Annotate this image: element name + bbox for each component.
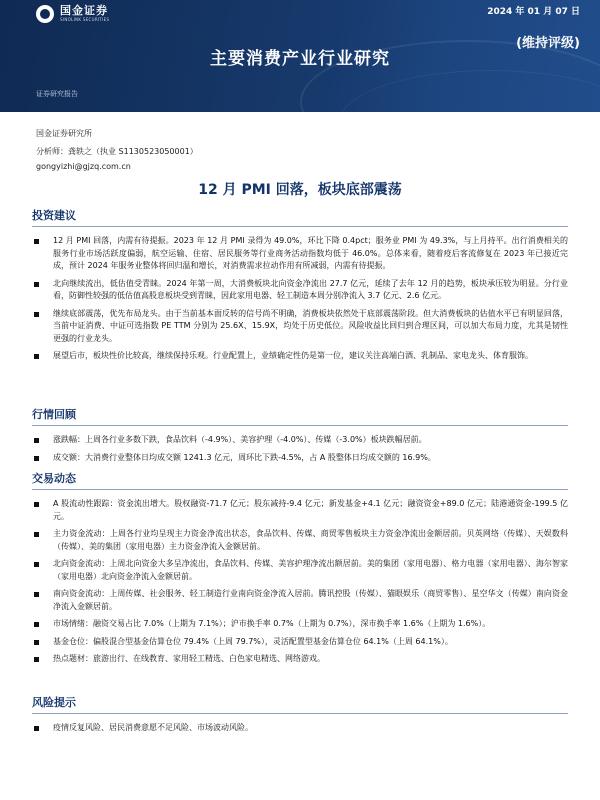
list-item-text: 市场情绪：融资交易占比 7.0%（上期为 7.1%）；沪市换手率 0.7%（上期为 0.7%），深市换手率 1.6%（上期为 1.6%）。 [53, 619, 491, 628]
list-item-text: 展望后市，板块性价比较高，继续保持乐观。行业配置上，业绩确定性仍是第一位，建议关注高端白酒、乳制品、家电龙头、体育服饰。 [53, 351, 533, 360]
list-item [32, 498, 568, 523]
list-item [32, 528, 568, 553]
list-item-text: 疫情反复风险、居民消费意愿不足风险、市场波动风险。 [53, 723, 253, 732]
list-item [32, 235, 568, 273]
bullet-icon [34, 532, 39, 537]
company-logo [36, 5, 109, 23]
section-risk [32, 694, 568, 740]
list-item-text: 基金仓位：偏股混合型基金估算仓位 79.4%（上周 79.7%），灵活配置型基金估算仓位 64.1%（上周 64.1%）。 [53, 636, 453, 646]
list-item-text: A 股流动性跟踪：资金流出增大。股权融资-71.7 亿元；股东减持-9.4 亿元；新发基金+4.1 亿元；融资资金+89.0 亿元；陆港通资金-199.5 亿元。 [53, 499, 568, 521]
list-item-text: 北向资金流动：上周北向资金大多呈净流出，食品饮料、传媒、美容护理净流出额居前。美的集团（家用电器）、格力电器（家用电器）、海尔智家（家用电器）北向资金净流入金额居前。 [53, 559, 568, 581]
list-item [32, 434, 568, 447]
rating-badge: (维持评级) [516, 36, 580, 51]
bullet-icon [34, 726, 39, 731]
bullet-icon [34, 312, 39, 317]
list-item [32, 308, 568, 346]
list-item [32, 618, 568, 631]
list-item-text: 热点题材：旅游出行、在线教育、家用轻工精选、白色家电精选、网络游戏。 [53, 654, 325, 663]
list-item [32, 558, 568, 583]
bullet-icon [34, 239, 39, 244]
list-item-text: 涨跌幅：上周各行业多数下跌，食品饮料（-4.9%）、美容护理（-4.0%）、传媒（-3.0%）板块跌幅居前。 [53, 435, 427, 444]
list-item [32, 722, 568, 735]
list-item [32, 350, 568, 363]
list-item-text: 12 月 PMI 回落，内需有待提振。2023 年 12 月 PMI 录得为 49.0%，环比下降 0.4pct；服务业 PMI 为 49.3%，与上月持平。出行消费相关的服务行业市场活跃度偏弱，航空运输、住宿、居民服务等行业商务活动指数均低于 46.0%。总体来看，随着疫后客流修复在 2023 年已接近完成，预计 2024 年服务业整体将回归温和增长，对消费需求拉动作用有所减弱，内需有待提振。 [53, 236, 568, 270]
list-item [32, 278, 568, 303]
logo-icon [36, 5, 54, 23]
main-title: 12 月 PMI 回落，板块底部震荡 [198, 182, 402, 198]
bullet-icon [34, 282, 39, 287]
bullet-icon [34, 502, 39, 507]
bullet-icon [34, 354, 39, 359]
section-heading: 行情回顾 [32, 406, 568, 426]
section-trading [32, 470, 568, 671]
list-item [32, 653, 568, 666]
bullet-icon [34, 592, 39, 597]
list-item-text: 主力资金流动：上周各行业均呈现主力资金净流出状态，食品饮料、传媒、商贸零售板块主力资金净流出金额居前。贝英网络（传媒）、天娱数科（传媒）、美的集团（家用电器）主力资金净流入金额居前。 [53, 529, 568, 551]
bullet-icon [34, 438, 39, 443]
bullet-icon [34, 622, 39, 627]
list-item-text: 成交额：大消费行业整体日均成交额 1241.3 亿元，周环比下跌-4.5%，占 A 股整体日均成交额的 16.9%。 [53, 452, 436, 462]
section-market [32, 406, 568, 469]
list-item [32, 452, 568, 465]
list-item-text: 北向继续流出，低估值受青睐。2024 年第一周，大消费板块北向资金净流出 27.7 亿元，延续了去年 12 月的趋势，板块承压较为明显。分行业看，防御性较强的低估值高股息板块受到青睐，因此家用电器、轻工制造本周分别净流入 3.7 亿元、2.6 亿元。 [53, 278, 568, 300]
analyst-email: gongyizhi@gjzq.com.cn [36, 162, 131, 171]
report-type: 证券研究报告 [36, 90, 78, 98]
logo-text: 国金证券 [60, 4, 108, 17]
section-heading: 交易动态 [32, 470, 568, 490]
section-heading: 风险提示 [32, 694, 568, 714]
list-item-text: 南向资金流动：上周传媒、社会服务、轻工制造行业南向资金净流入居前。腾讯控股（传媒）、猫眼娱乐（商贸零售）、星空华文（传媒）南向资金净流入金额居前。 [53, 589, 568, 611]
bullet-icon [34, 562, 39, 567]
section-heading: 投资建议 [32, 207, 568, 227]
report-header [0, 0, 600, 112]
author-block [36, 126, 198, 174]
section-investment [32, 207, 568, 368]
institute-name: 国金证券研究所 [36, 129, 92, 138]
bullet-icon [34, 456, 39, 461]
report-date: 2024 年 01 月 07 日 [487, 7, 580, 17]
bullet-icon [34, 640, 39, 645]
list-item-text: 继续底部震荡，优先布局龙头。由于当前基本面反转的信号尚不明确，消费板块依然处于底部震荡阶段。但大消费板块的估值水平已有明显回落，当前中证消费、中证可选指数 PE TTM 分别为 25.6X、15.9X，均处于历史低位。风险收益比回归到合理区间，可以加大布局力度，尤其是韧性更强的行业龙头。 [53, 308, 568, 343]
bullet-icon [34, 657, 39, 662]
list-item [32, 588, 568, 613]
analyst-name: 分析师：龚轶之（执业 S1130523050001） [36, 147, 198, 156]
list-item [32, 636, 568, 649]
report-title: 主要消费产业行业研究 [210, 49, 390, 69]
logo-subtext: SINOLINK SECURITIES [60, 17, 110, 22]
